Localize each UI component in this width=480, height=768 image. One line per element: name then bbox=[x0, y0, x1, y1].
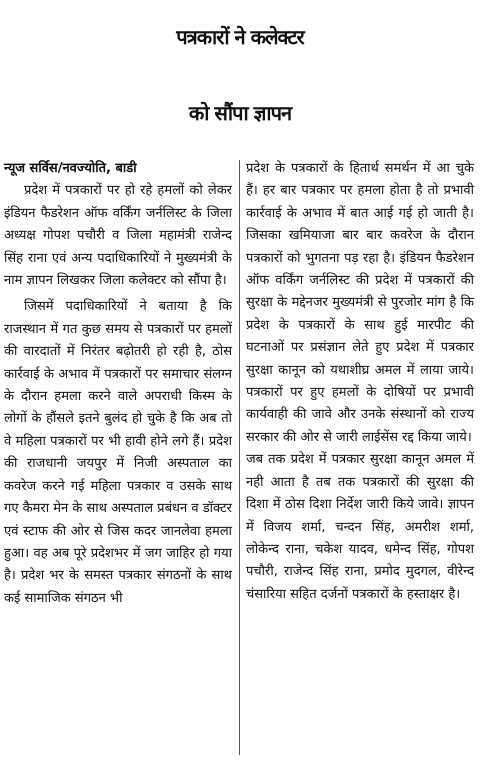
article-paragraph-4: जब तक प्रदेश में पत्रकार सुरक्षा कानून अमल में नही आता है तब तक पत्रकारों की सुरक्षा की दिशा में ठोस दिशा निर्देश जारी किये जावे। ज्ञापन में विजय शर्मा, चन्दन सिंह, अमरीश शर्मा, लोकेन्द राना, चकेश यादव, धमेन्द सिंह, गोपश पचौरी, राजेन्द सिंह राना, प्रमोद मुदगल, वीरेन्द चंसारिया सहित दर्जनों पत्रकारों के हस्ताक्षर है। bbox=[246, 452, 474, 602]
article-paragraph-1: प्रदेश में पत्रकारों पर हो रहे हमलों को लेकर इंडियन फैडरेशन ऑफ वर्किंग जर्नलिस्ट के जिला अध्यक्ष गोपश पचौरी व जिला महामंत्री राजेन्द सिंह राना एवं अन्य पदाधिकारियों ने मुख्यमंत्री के नाम ज्ञापन लिखकर जिला कलेक्टर को सौंपा है। bbox=[4, 183, 232, 289]
article-paragraph-3: प्रदेश के पत्रकारों के हितार्थ समर्थन में आ चुके हैं। हर बार पत्रकार पर हमला होता है तो प्रभावी कार्रवाई के अभाव में बात आई गई हो जाती है। जिसका खमियाजा बार बार कवरेज के दौरान पत्रकारों को भुगतना पड़ रहा है। इंडियन फैडरेशन ऑफ वर्किंग जर्नलिस्ट की प्रदेश में पत्रकारों की सुरक्षा के मद्देनजर मुख्यमंत्री से पुरजोर मांग है कि प्रदेश के पत्रकारों के साथ हुई मारपीट की घटनाओं पर प्रसंज्ञान लेते हुए प्रदेश में पत्रकार सुरक्षा कानून को यथाशीघ्र अमल में लाया जाये। पत्रकारों पर हुए हमलों के दोषियों पर प्रभावी कार्यवाही की जावे और उनके संस्थानों को राज्य सरकार की ओर से जारी लाईसेंस रद्द किया जाये। bbox=[246, 161, 474, 445]
headline-line-2: को सौंपा ज्ञापन bbox=[188, 101, 292, 125]
column-divider bbox=[239, 160, 240, 755]
headline-line-1: पत्रकारों ने कलेक्टर bbox=[176, 25, 304, 49]
article-paragraph-2: जिसमें पदाधिकारियों ने बताया है कि राजस्थान में गत कुछ समय से पत्रकारों पर हमलों की वारदातों में निरंतर बढ़ोतरी हो रही है, ठोस कार्रवाई के अभाव में पत्रकारों पर समाचार संलग्न के दौरान हमला करने वाले अपराधी किस्म के लोगों के हौंसले इतने बुलंद हो चुके है कि अब तो वे महिला पत्रकारों पर भी हावी होने लगे हैं। प्रदेश की राजधानी जयपुर में निजी अस्पताल का कवरेज करने गई महिला पत्रकार व उसके साथ गए कैमरा मेन के साथ अस्पताल प्रबंधन व डॉक्टर एवं स्टाफ की ओर से जिस कदर जानलेवा हमला हुआ। वह अब पूरे प्रदेशभर में जग जाहिर हो गया है। प्रदेश भर के समस्त पत्रकार संगठनों के साथ कई सामाजिक संगठन भी bbox=[4, 299, 232, 606]
article-column-right bbox=[246, 158, 474, 606]
article-column-left bbox=[4, 158, 232, 610]
byline: न्यूज सर्विस/नवज्योति, बाडी bbox=[4, 161, 137, 176]
